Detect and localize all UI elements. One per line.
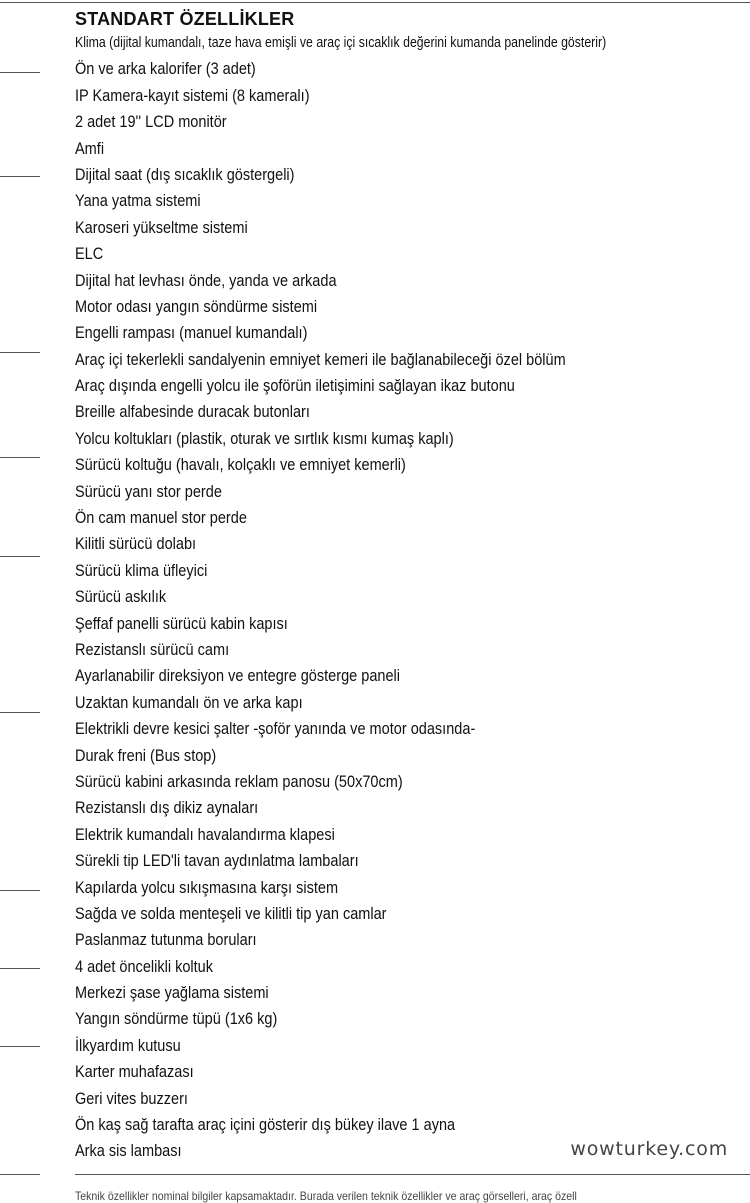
spec-item: Kilitli sürücü dolabı — [75, 535, 197, 554]
spec-item: Engelli rampası (manuel kumandalı) — [75, 324, 308, 343]
spec-item: Sağda ve solda menteşeli ve kilitli tip yan camlar — [75, 904, 387, 923]
spec-item: IP Kamera-kayıt sistemi (8 kameralı) — [75, 86, 310, 105]
spec-item: Elektrikli devre kesici şalter -şoför yanında ve motor odasında- — [75, 720, 476, 739]
spec-item: Araç içi tekerlekli sandalyenin emniyet kemeri ile bağlanabileceği özel bölüm — [75, 350, 566, 369]
spec-item: Geri vites buzzerı — [75, 1089, 188, 1108]
spec-item: Klima (dijital kumandalı, taze hava emişli ve araç içi sıcaklık değerini kumanda panelinde gösterir) — [75, 34, 607, 51]
spec-item: Rezistanslı sürücü camı — [75, 640, 230, 659]
spec-item: Sürekli tip LED'li tavan aydınlatma lambaları — [75, 852, 359, 871]
top-rule — [0, 2, 750, 3]
spec-item: Uzaktan kumandalı ön ve arka kapı — [75, 693, 303, 712]
spec-item: Elektrik kumandalı havalandırma klapesi — [75, 825, 335, 844]
spec-item: Motor odası yangın söndürme sistemi — [75, 297, 318, 316]
watermark: wowturkey.com — [570, 1138, 728, 1160]
spec-item: Ayarlanabilir direksiyon ve entegre gösterge paneli — [75, 667, 401, 686]
spec-item: Dijital saat (dış sıcaklık göstergeli) — [75, 165, 295, 184]
spec-item: Breille alfabesinde duracak butonları — [75, 403, 310, 422]
left-margin-mark — [0, 457, 40, 458]
spec-item: Karter muhafazası — [75, 1063, 194, 1082]
spec-item: Sürücü yanı stor perde — [75, 482, 222, 501]
spec-item: Ön ve arka kalorifer (3 adet) — [75, 60, 256, 79]
left-margin-mark — [0, 1174, 40, 1175]
spec-item: Ön kaş sağ tarafta araç içini gösterir dış bükey ilave 1 ayna — [75, 1116, 456, 1135]
spec-item: Merkezi şase yağlama sistemi — [75, 984, 269, 1003]
spec-item: Amfi — [75, 139, 105, 158]
left-margin-mark — [0, 352, 40, 353]
spec-item: Yana yatma sistemi — [75, 192, 201, 211]
spec-item: Sürücü askılık — [75, 588, 167, 607]
spec-item: Sürücü kabini arkasında reklam panosu (50x70cm) — [75, 772, 403, 791]
spec-item: Karoseri yükseltme sistemi — [75, 218, 248, 237]
spec-item: Sürücü klima üfleyici — [75, 561, 208, 580]
left-margin-mark — [0, 556, 40, 557]
spec-item: Rezistanslı dış dikiz aynaları — [75, 799, 259, 818]
spec-item: 2 adet 19'' LCD monitör — [75, 113, 227, 132]
spec-item: 4 adet öncelikli koltuk — [75, 957, 214, 976]
spec-item: Kapılarda yolcu sıkışmasına karşı sistem — [75, 878, 339, 897]
left-margin-mark — [0, 968, 40, 969]
left-margin-mark — [0, 72, 40, 73]
section-heading: STANDART ÖZELLİKLER — [75, 9, 295, 29]
spec-item: Dijital hat levhası önde, yanda ve arkada — [75, 271, 337, 290]
spec-item: İlkyardım kutusu — [75, 1036, 181, 1055]
bottom-rule — [75, 1174, 750, 1175]
left-margin-mark — [0, 1046, 40, 1047]
spec-item: Araç dışında engelli yolcu ile şoförün iletişimini sağlayan ikaz butonu — [75, 377, 515, 396]
spec-item: Yolcu koltukları (plastik, oturak ve sırtlık kısmı kumaş kaplı) — [75, 429, 454, 448]
spec-item: Şeffaf panelli sürücü kabin kapısı — [75, 614, 288, 633]
spec-item: Ön cam manuel stor perde — [75, 509, 247, 528]
footnote: Teknik özellikler nominal bilgiler kapsamaktadır. Burada verilen teknik özellikler ve araç görselleri, araç özell — [75, 1189, 577, 1203]
spec-item: Paslanmaz tutunma boruları — [75, 931, 257, 950]
left-margin-mark — [0, 712, 40, 713]
spec-list — [75, 30, 750, 1165]
spec-item: Sürücü koltuğu (havalı, kolçaklı ve emniyet kemerli) — [75, 456, 406, 475]
spec-item: Yangın söndürme tüpü (1x6 kg) — [75, 1010, 278, 1029]
spec-item: ELC — [75, 245, 104, 264]
spec-section — [75, 8, 750, 1165]
spec-item: Arka sis lambası — [75, 1142, 182, 1161]
left-margin-mark — [0, 890, 40, 891]
spec-item: Durak freni (Bus stop) — [75, 746, 217, 765]
left-margin-mark — [0, 176, 40, 177]
